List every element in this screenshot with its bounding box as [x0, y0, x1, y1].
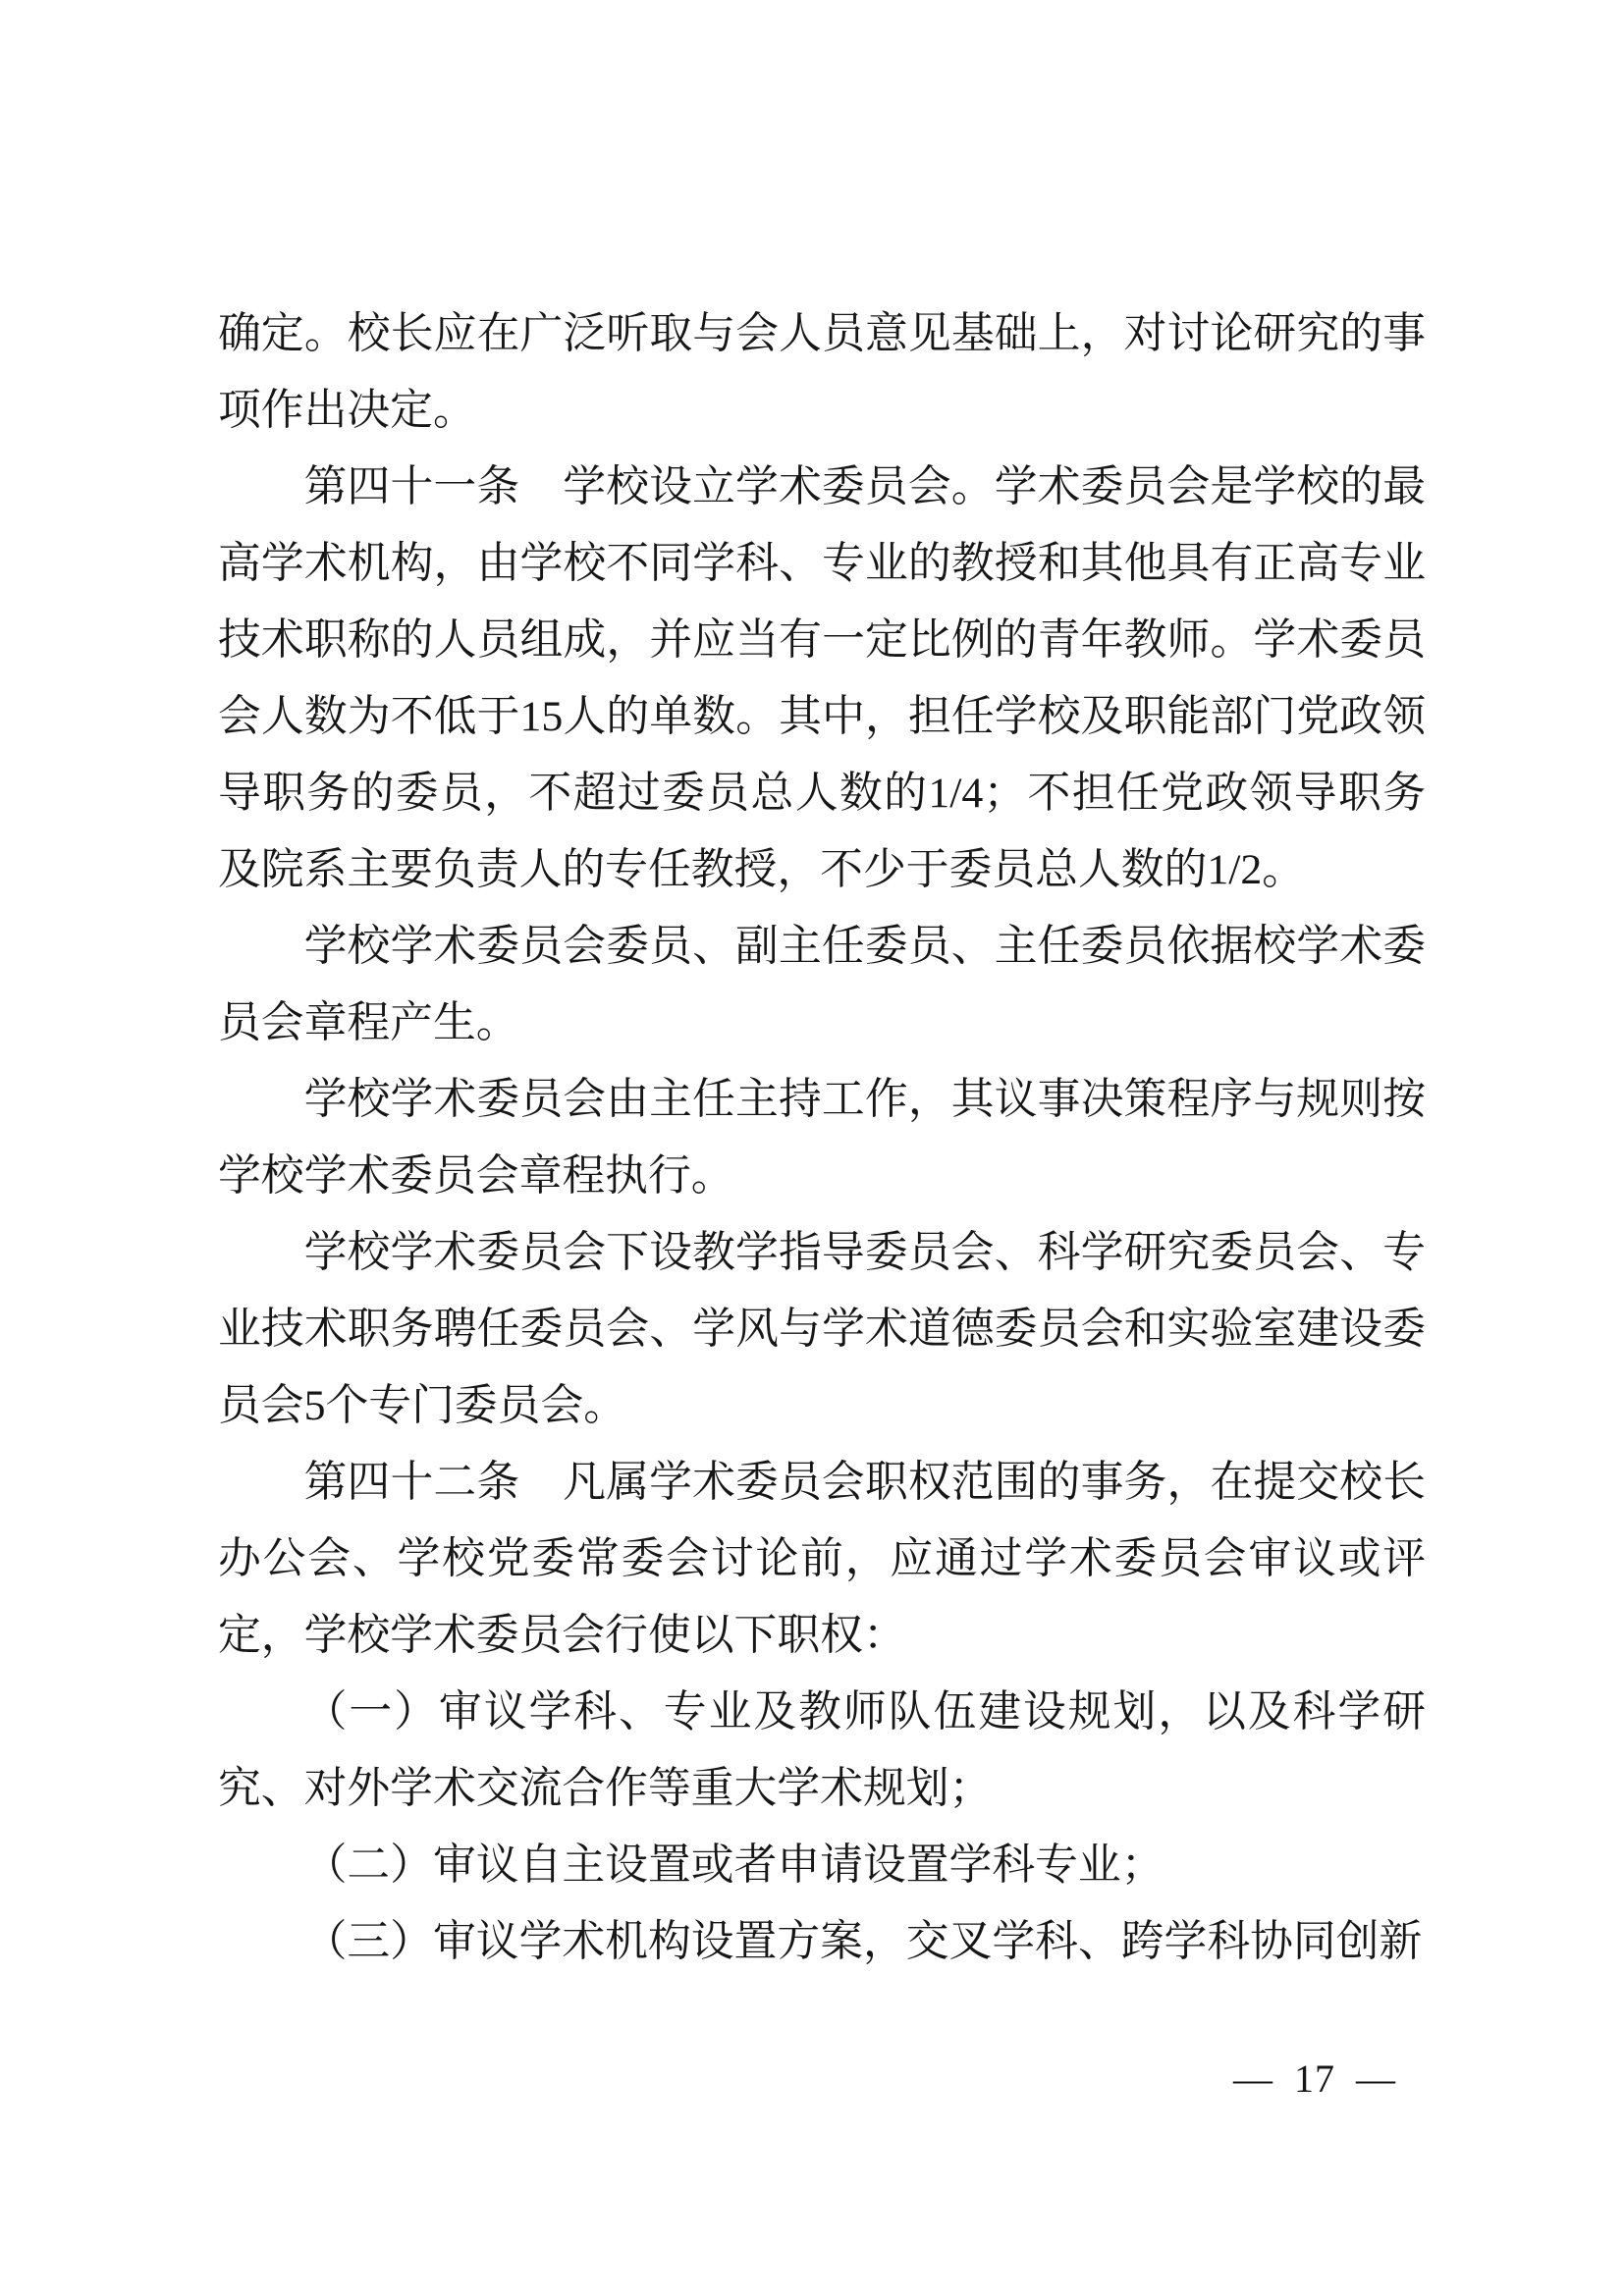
paragraph-item-2: （二）审议自主设置或者申请设置学科专业； — [303, 1842, 1164, 1889]
paragraph-item-1: （一）审议学科、专业及教师队伍建设规划，以及科学研究、对外学术交流合作等重大学术规划； — [218, 1688, 1426, 1812]
paragraph-article-41: 第四十一条 学校设立学术委员会。学术委员会是学校的最高学术机构，由学校不同学科、专业的教授和其他具有正高专业技术职称的人员组成，并应当有一定比例的青年教师。学术委员会人数为不低于15人的单数。其中，担任学校及职能部门党政领导职务的委员，不超过委员总人数的1/4；不担任党政领导职务及院系主要负责人的专任教授，不少于委员总人数的1/2。 — [218, 463, 1426, 893]
document-body — [218, 295, 1426, 1980]
page-number: — 17 — — [1233, 2056, 1396, 2101]
paragraph: 确定。校长应在广泛听取与会人员意见基础上，对讨论研究的事项作出决定。 — [218, 310, 1426, 434]
paragraph-item-3: （三）审议学术机构设置方案，交叉学科、跨学科协同创新 — [303, 1918, 1423, 1965]
paragraph: 学校学术委员会下设教学指导委员会、科学研究委员会、专业技术职务聘任委员会、学风与学术道德委员会和实验室建设委员会5个专门委员会。 — [218, 1229, 1426, 1429]
paragraph: 学校学术委员会由主任主持工作，其议事决策程序与规则按学校学术委员会章程执行。 — [218, 1076, 1426, 1200]
page-footer — [1233, 2056, 1396, 2103]
paragraph-article-42: 第四十二条 凡属学术委员会职权范围的事务，在提交校长办公会、学校党委常委会讨论前，应通过学术委员会审议或评定，学校学术委员会行使以下职权： — [218, 1459, 1426, 1659]
paragraph: 学校学术委员会委员、副主任委员、主任委员依据校学术委员会章程产生。 — [218, 923, 1426, 1046]
